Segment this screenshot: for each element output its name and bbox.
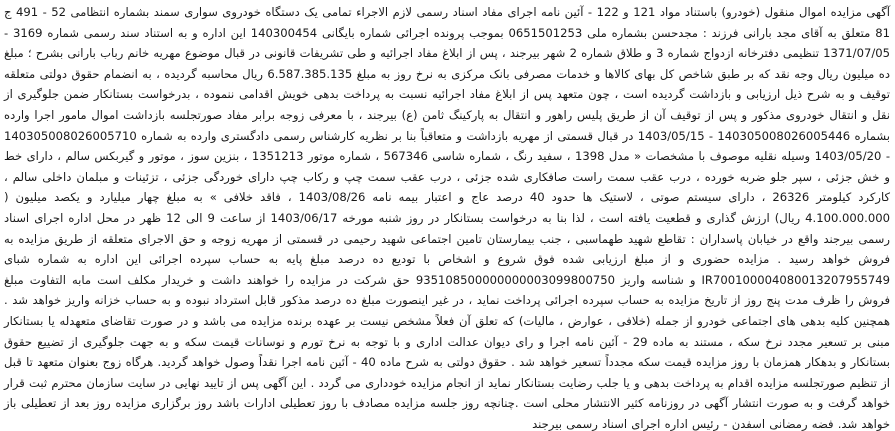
auction-notice-text: آگهی مزایده اموال منقول (خودرو) باستناد مواد 121 و 122 - آئین نامه اجرای مفاد اسناد رسمی لازم الاجراء تمامی یک دستگاه خودروی سواری سمند بشماره انتظامی 52 - 491 ج 81 متعلق به آقای مجد بارانی فرزند : مجدحسن بشماره ملی 0651501253 بموجب پرونده اجرائی شماره بایگانی 140300454 این اداره و به استناد سند رسمی شماره 3169 - 1371/07/05 تنظیمی دفترخانه ازدواج شماره 3 و طلاق شماره 2 شهر بیرجند ، پس از ابلاغ مفاد اجرائیه و طی تشریفات قانونی در قبال موضوع مهریه خانم رباب بارانی بشرح ؛ مبلغ ده میلیون ریال وجه نقد که بر طبق شاخص کل بهای کالاها و خدمات مصرفی بانک مرکزی به نرخ روز به مبلغ 6.587.385.135 ریال محاسبه گردیده ، به انضمام حقوق دولتی متعلقه توقیف و به شرح ذیل ارزیابی و بازداشت گردیده است ، چون متعهد پس از ابلاغ مفاد اجرائیه نسبت به پرداخت بدهی خویش اقدامی ننموده ، بدرخواست بستانکار ضمن جلوگیری از نقل و انتقال خودروی مذکور و پس از توقیف آن از طریق پلیس راهور و انتقال به پارکینگ ثامن (ع) بیرجند ، با معرفی زوجه برابر مفاد صورتجلسه بازداشت اموال مامور اجرا وارده بشماره 140305008026005446 - 1403/05/15 در قبال قسمتی از مهریه بازداشت و متعاقباً بنا بر نظریه کارشناس رسمی دادگستری وارده به شماره 140305008026005710 - 1403/05/20 وسیله نقلیه موصوف با مشخصات « مدل 1398 ، سفید رنگ ، شماره شاسی 567346 ، شماره موتور 1351213 ، بنزین سوز ، موتور و گیربکس سالم ، دارای خط و خش جزئی ، سپر جلو ضربه خورده ، درب عقب سمت راست صافکاری شده جزئی ، درب عقب سمت چپ و رکاب چپ دارای خوردگی جزئی ، تزئینات و مبلمان داخلی سالم ، کارکرد کیلومتر 26326 ، دارای سیستم صوتی ، لاستیک ها حدود 40 درصد عاج و اعتبار بیمه نامه 1403/08/26 ، فاقد خلافی » به مبلغ چهار میلیارد و یکصد میلیون ( 4.100.000.000 ریال) ارزش گذاری و قطعیت یافته است ، لذا بنا به درخواست بستانکار در روز شنبه مورخه 1403/06/17 از ساعت 9 الی 12 ظهر در محل اداره اجرای اسناد رسمی بیرجند واقع در خیابان پاسداران : تقاطع شهید طهماسبی ، جنب بیمارستان تامین اجتماعی شهید رحیمی در قسمتی از مهریه زوجه و حق الاجرای متعلقه از طریق مزایده به فروش خواهد رسید . مزایده حضوری و از مبلغ ارزیابی شده فوق شروع و اشخاص با تودیع ده درصد مبلغ پایه به حساب سپرده اجرائی این اداره به شماره شبای IR700100004080013207955749 و شناسه واریز 935108500000000003099800750 حق شرکت در مزایده را خواهند داشت و خریدار مکلف است مابه التفاوت مبلغ فروش را ظرف مدت پنج روز از تاریخ مزایده به حساب سپرده اجرائی پرداخت نماید ، در غیر اینصورت مبلغ ده درصد مذکور قابل استرداد نبوده و به حساب خزانه واریز خواهد شد . همچنین کلیه بدهی های اجتماعی خودرو از جمله (خلافی ، عوارض ، مالیات) که تعلق آن فعلاً مشخص نیست بر عهده برنده مزایده می باشد و در صورت تقاضای متعهدله یا بستانکار مبنی بر تسعیر مجدد نرخ سکه ، مستند به ماده 29 - آئین نامه اجرا و رای دیوان عدالت اداری و با توجه به نرخ تورم و نوسانات قیمت سکه و به جهت جلوگیری از تضییع حقوق بستانکار و بدهکار همزمان با روز مزایده قیمت سکه مجدداً تسعیر خواهد شد . حقوق دولتی به شرح ماده 40 - آئین نامه اجرا نقداً وصول خواهد گردید. هرگاه زوج بعنوان متعهد تا قبل از تنظیم صورتجلسه مزایده اقدام به پرداخت بدهی و یا جلب رضایت بستانکار نماید از انجام مزایده خودداری می گردد . این آگهی پس از تایید نهایی در سایت سازمان محترم ثبت قرار خواهد گرفت و به صورت انتشار آگهی در روزنامه کثیر الانتشار محلی است .چنانچه روز جلسه مزایده مصادف با روز تعطیلی ادارات باشد روز برگزاری مزایده روز بعد از تعطیلی باز خواهد شد. فضه رمضانی اسفدن - رئیس اداره اجرای اسناد رسمی بیرجند bbox=[4, 5, 891, 431]
